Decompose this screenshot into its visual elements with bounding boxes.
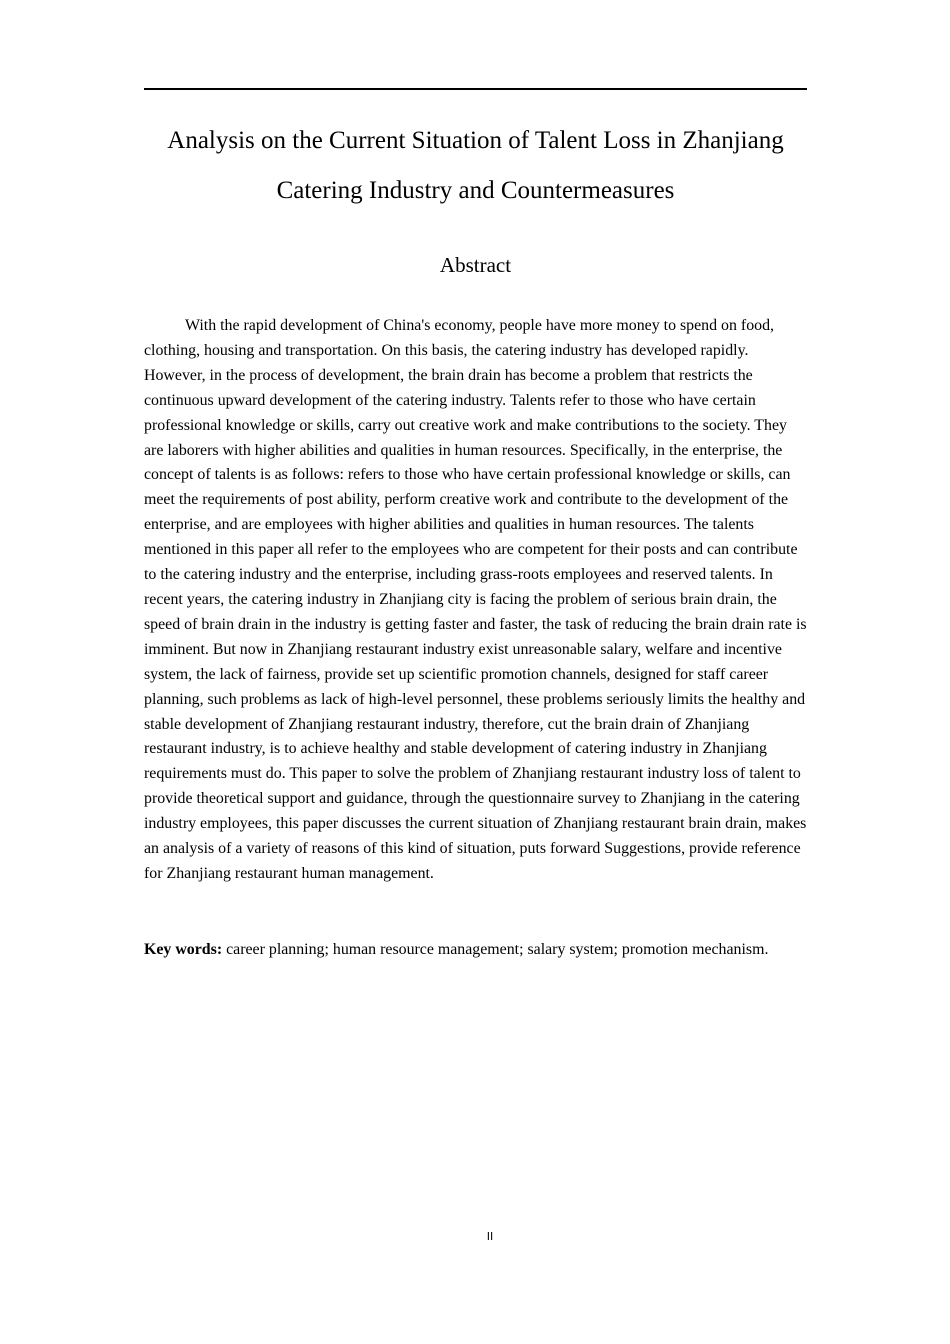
header-rule [144, 88, 807, 90]
keywords-text: career planning; human resource management; salary system; promotion mechanism. [226, 941, 769, 958]
abstract-body: With the rapid development of China's economy, people have more money to spend on food, clothing, housing and transportation. On this basis, the catering industry has developed rapidly. However, in the process of development, the brain drain has become a problem that restricts the continuous upward development of the catering industry. Talents refer to those who have certain professional knowledge or skills, carry out creative work and make contributions to the society. They are laborers with higher abilities and qualities in human resources. Specifically, in the enterprise, the concept of talents is as follows: refers to those who have certain professional knowledge or skills, can meet the requirements of post ability, perform creative work and contribute to the development of the enterprise, and are employees with higher abilities and qualities in human resources. The talents mentioned in this paper all refer to the employees who are competent for their posts and can contribute to the catering industry and the enterprise, including grass-roots employees and reserved talents. In recent years, the catering industry in Zhanjiang city is facing the problem of serious brain drain, the speed of brain drain in the industry is getting faster and faster, the task of reducing the brain drain rate is imminent. But now in Zhanjiang restaurant industry exist unreasonable salary, welfare and incentive system, the lack of fairness, provide set up scientific promotion channels, designed for staff career planning, such problems as lack of high-level personnel, these problems seriously limits the healthy and stable development of Zhanjiang restaurant industry, therefore, cut the brain drain of Zhanjiang restaurant industry, is to achieve healthy and stable development of catering industry in Zhanjiang requirements must do. This paper to solve the problem of Zhanjiang restaurant industry loss of talent to provide theoretical support and guidance, through the questionnaire survey to Zhanjiang in the catering industry employees, this paper discusses the current situation of Zhanjiang restaurant brain drain, makes an analysis of a variety of reasons of this kind of situation, puts forward Suggestions, provide reference for Zhanjiang restaurant human management. [144, 317, 807, 882]
abstract-heading: Abstract [439, 253, 512, 277]
paper-title: Analysis on the Current Situation of Talent Loss in Zhanjiang Catering Industry and Countermeasures [167, 127, 784, 204]
page-number: II [486, 1230, 494, 1243]
keywords-label: Key words: [144, 941, 223, 958]
keywords-line [144, 938, 824, 962]
